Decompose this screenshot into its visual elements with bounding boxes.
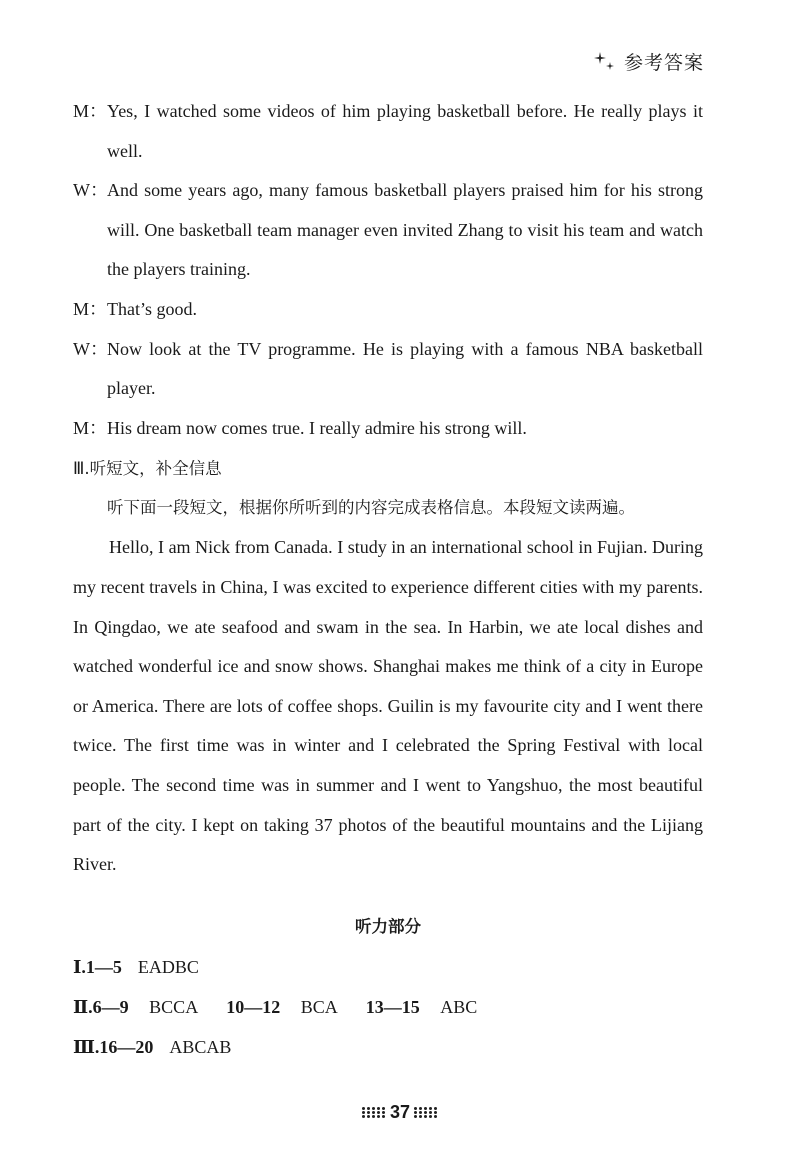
dialogue-text: And some years ago, many famous basketball players praised him for his strong will. One basketball team manager even invited Zhang to visit his team and watch the players training. [107, 180, 703, 280]
sparkle-icon [592, 49, 618, 75]
answer-group [366, 987, 478, 1027]
dialogue-line [73, 409, 703, 449]
dialogue-text: That’s good. [107, 298, 197, 319]
section-instruction: 听下面一段短文，根据你所听到的内容完成表格信息。本段短文读两遍。 [107, 498, 635, 518]
answer-range: Ⅱ.6—9 [73, 996, 129, 1017]
page-header [592, 48, 704, 75]
page-content [73, 92, 703, 1067]
answer-group [73, 987, 198, 1027]
answer-line [73, 1027, 703, 1067]
dot-ornament-left [362, 1107, 386, 1118]
dialogue-line [73, 290, 703, 330]
answer-values: BCA [300, 996, 338, 1017]
speaker-label: M： [73, 298, 108, 319]
answer-range: Ⅰ.1—5 [73, 956, 122, 977]
dialogue-text: Yes, I watched some videos of him playing basketball before. He really plays it well. [107, 101, 703, 161]
dialogue-line [73, 171, 703, 290]
dialogue [73, 92, 703, 448]
answer-group [226, 987, 338, 1027]
answer-values: EADBC [137, 956, 199, 977]
answer-line [73, 987, 703, 1027]
section-heading: Ⅲ.听短文，补全信息 [73, 459, 222, 479]
page-number: 37 [389, 1102, 411, 1122]
answer-line [73, 947, 703, 987]
answer-range: Ⅲ.16—20 [73, 1036, 154, 1057]
listening-passage: Hello, I am Nick from Canada. I study in an international school in Fujian. During my recent travels in China, I was excited to experience different cities with my parents. In Qingdao, we ate seafood and swam in the sea. In Harbin, we ate local dishes and watched wonderful ice and snow shows. Shanghai makes me think of a city in Europe or America. There are lots of coffee shops. Guilin is my favourite city and I went there twice. The first time was in winter and I celebrated the Spring Festival with local people. The second time was in summer and I went to Yangshuo, the most beautiful part of the city. I kept on taking 37 photos of the beautiful mountains and the Lijiang River. [73, 537, 703, 875]
speaker-label: W： [73, 180, 108, 201]
page-footer [0, 1102, 800, 1123]
answer-values: ABC [440, 996, 478, 1017]
speaker-label: W： [73, 338, 108, 359]
dialogue-text: Now look at the TV programme. He is playing with a famous NBA basketball player. [107, 338, 703, 399]
dot-ornament-right [414, 1107, 438, 1118]
answer-range: 13—15 [365, 996, 420, 1017]
dialogue-text: His dream now comes true. I really admire his strong will. [107, 417, 527, 438]
answer-range: 10—12 [226, 996, 281, 1017]
answer-values: BCCA [149, 996, 199, 1017]
answers-title: 听力部分 [355, 916, 421, 936]
answer-values: ABCAB [169, 1036, 232, 1057]
dialogue-line [73, 92, 703, 171]
speaker-label: M： [73, 417, 108, 438]
dialogue-line [73, 330, 703, 409]
header-title: 参考答案 [623, 52, 704, 74]
speaker-label: M： [73, 101, 108, 121]
